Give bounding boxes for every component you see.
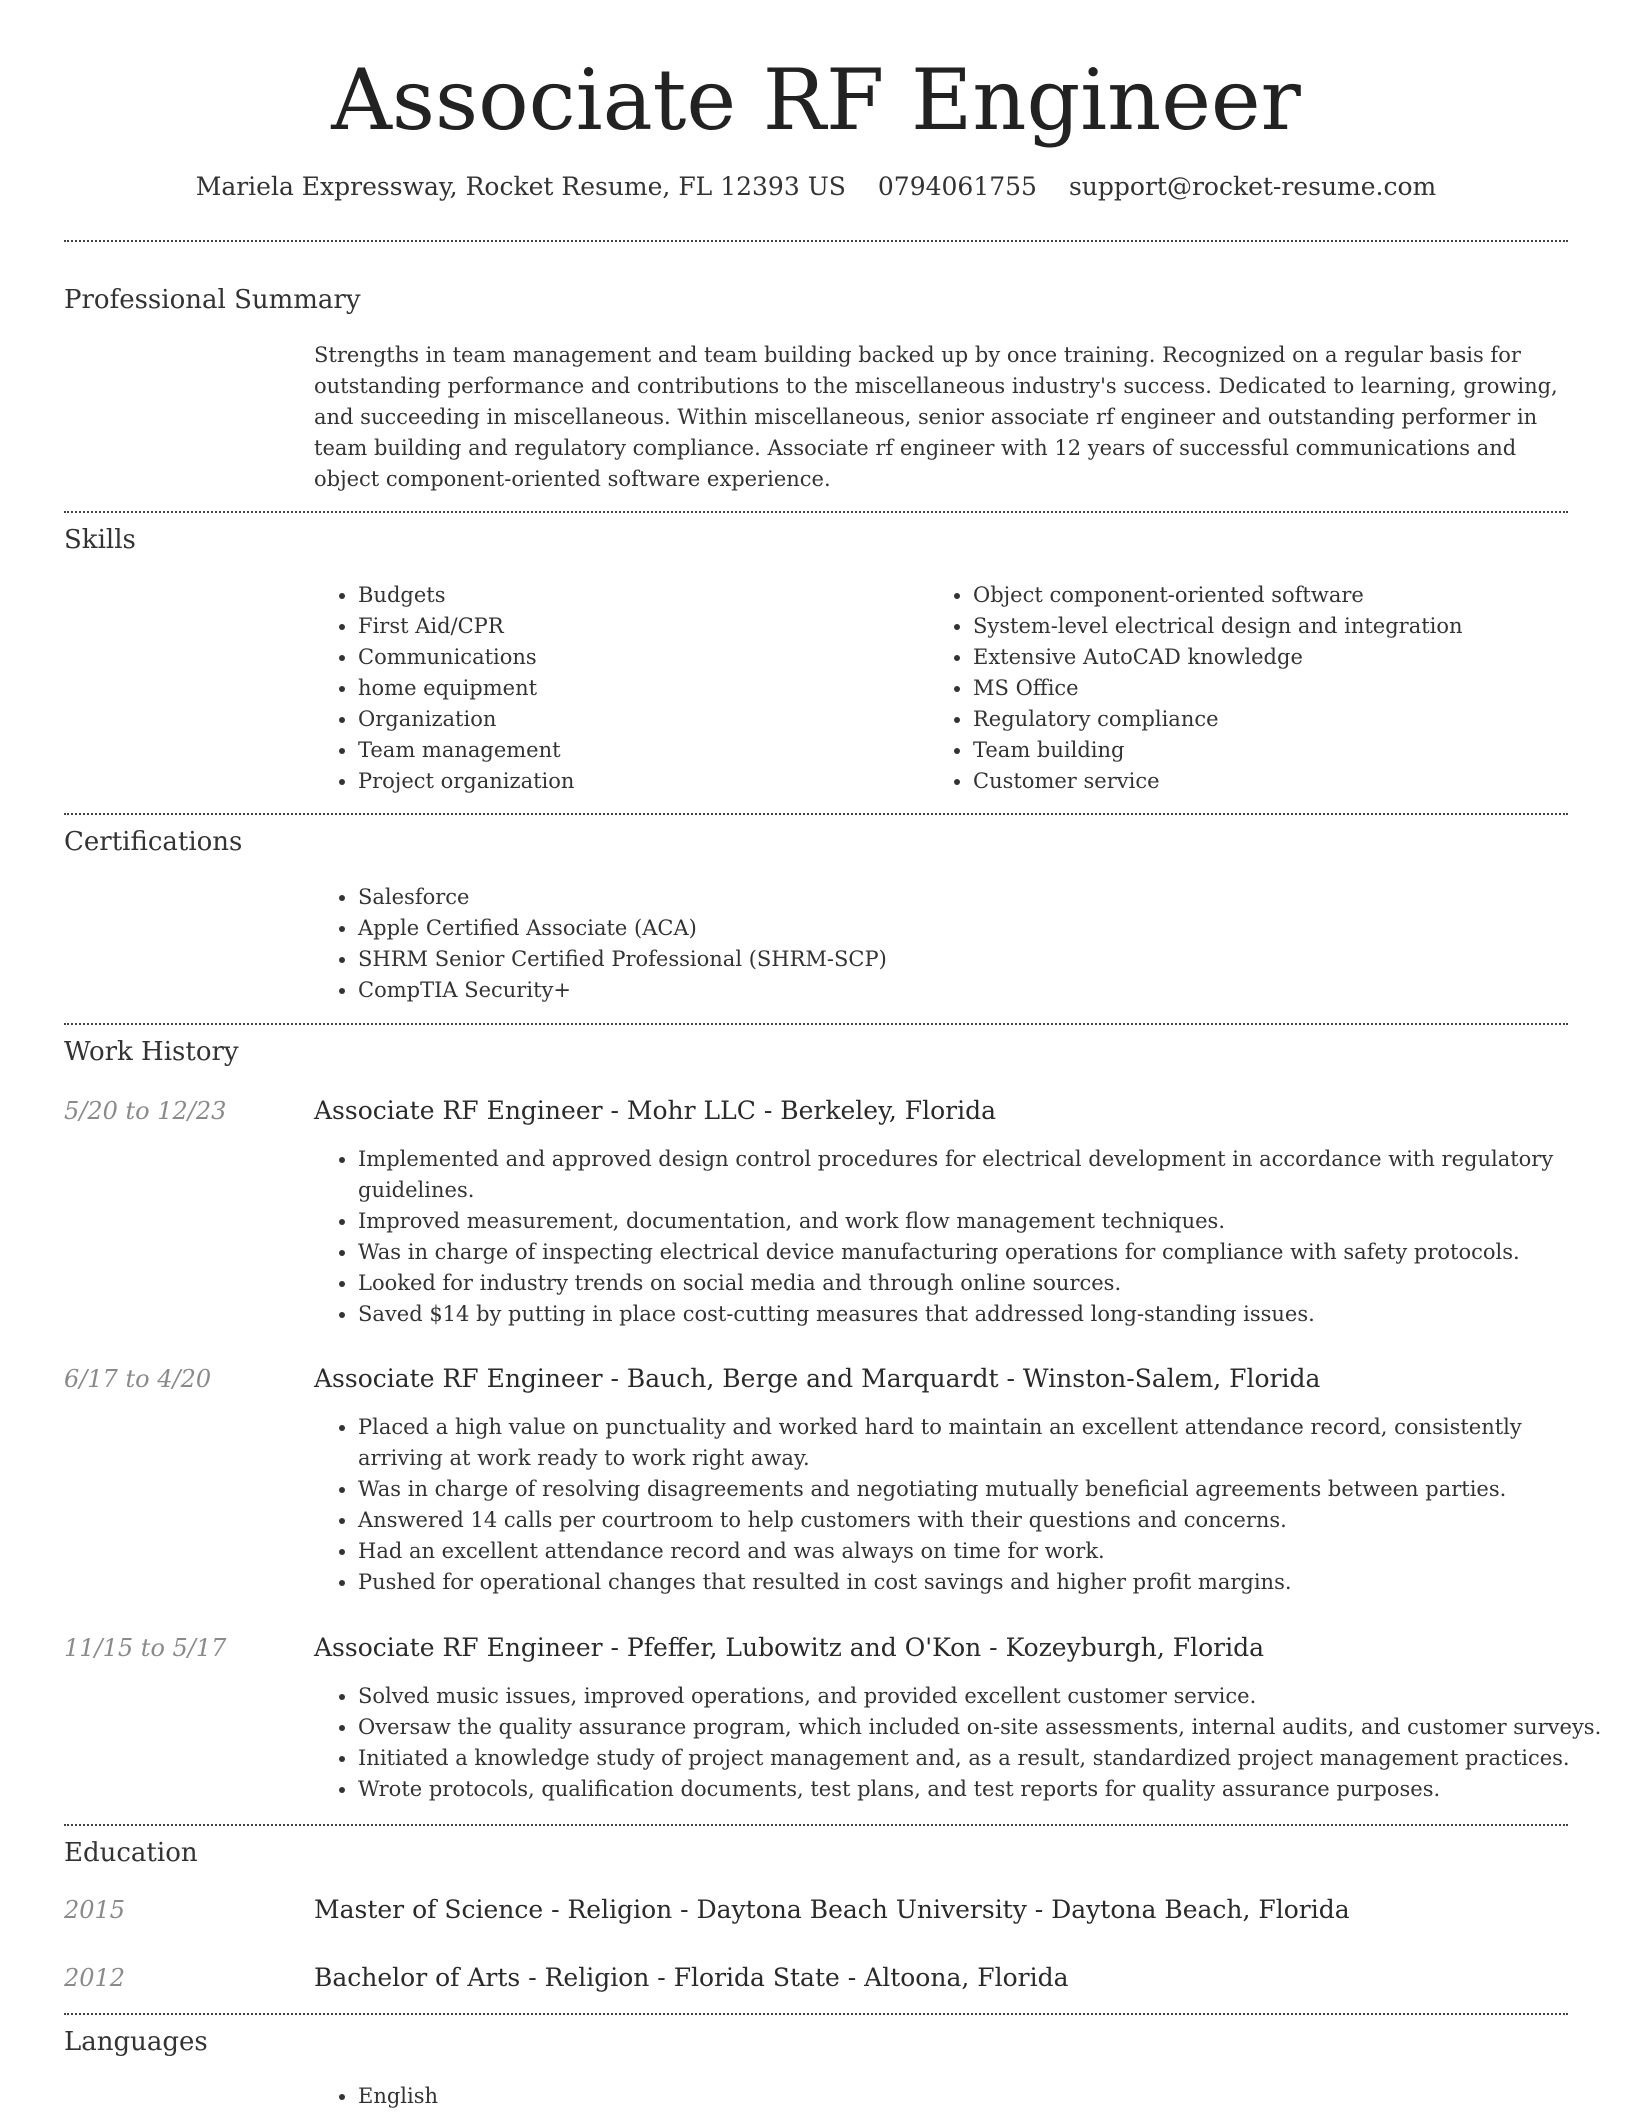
section-divider [64, 511, 1568, 513]
list-item: • System-level electrical design and integration [973, 611, 1613, 642]
list-item: • English [358, 2081, 958, 2112]
job-dates: 11/15 to 5/17 [64, 1634, 227, 1662]
job-dates: 5/20 to 12/23 [64, 1097, 227, 1125]
contact-email: support@rocket-resume.com [1068, 172, 1437, 201]
list-item: • CompTIA Security+ [358, 975, 1568, 1006]
list-item: • Wrote protocols, qualification documents, test plans, and test reports for quality assurance purposes. [358, 1774, 1612, 1805]
list-item: • Answered 14 calls per courtroom to help customers with their questions and concerns. [358, 1505, 1612, 1536]
languages-list [314, 2081, 958, 2112]
list-item: • Salesforce [358, 882, 1568, 913]
list-item: • First Aid/CPR [358, 611, 918, 642]
list-item: • Apple Certified Associate (ACA) [358, 913, 1568, 944]
list-item: • Communications [358, 642, 918, 673]
list-item: • Customer service [973, 766, 1613, 797]
section-divider [64, 813, 1568, 815]
list-item: • Solved music issues, improved operations, and provided excellent customer service. [358, 1681, 1612, 1712]
list-item: • Budgets [358, 580, 918, 611]
list-item: • Team building [973, 735, 1613, 766]
education-degree: Bachelor of Arts - Religion - Florida State - Altoona, Florida [314, 1963, 1069, 1992]
certifications-list [314, 882, 1568, 1006]
languages-heading: Languages [64, 2027, 208, 2057]
list-item: • Organization [358, 704, 918, 735]
list-item: • SHRM Senior Certified Professional (SHRM-SCP) [358, 944, 1568, 975]
contact-phone: 0794061755 [877, 172, 1037, 201]
job-title: Associate RF Engineer - Bauch, Berge and Marquardt - Winston-Salem, Florida [314, 1364, 1321, 1393]
list-item: • Was in charge of inspecting electrical device manufacturing operations for compliance with safety protocols. [358, 1237, 1612, 1268]
list-item: • MS Office [973, 673, 1613, 704]
list-item: • Extensive AutoCAD knowledge [973, 642, 1613, 673]
section-divider [64, 1824, 1568, 1826]
list-item: • Implemented and approved design control procedures for electrical development in accordance with regulatory guidelines. [358, 1144, 1612, 1206]
resume-name: Associate RF Engineer [331, 51, 1301, 149]
list-item: • Project organization [358, 766, 918, 797]
education-heading: Education [64, 1838, 198, 1868]
list-item: • Pushed for operational changes that resulted in cost savings and higher profit margins. [358, 1567, 1612, 1598]
education-year: 2015 [64, 1896, 126, 1924]
job-bullets [314, 1681, 1612, 1805]
job-bullets [314, 1144, 1612, 1330]
list-item: • Was in charge of resolving disagreements and negotiating mutually beneficial agreements between parties. [358, 1474, 1612, 1505]
list-item: • Oversaw the quality assurance program, which included on-site assessments, internal audits, and customer surveys. [358, 1712, 1612, 1743]
job-bullets [314, 1412, 1612, 1598]
skills-list-left [314, 580, 918, 797]
skills-list-right [929, 580, 1613, 797]
list-item: • Saved $14 by putting in place cost-cutting measures that addressed long-standing issues. [358, 1299, 1612, 1330]
education-degree: Master of Science - Religion - Daytona Beach University - Daytona Beach, Florida [314, 1895, 1350, 1924]
skills-heading: Skills [64, 525, 136, 555]
job-title: Associate RF Engineer - Mohr LLC - Berkeley, Florida [314, 1096, 997, 1125]
job-dates: 6/17 to 4/20 [64, 1365, 212, 1393]
section-divider [64, 1023, 1568, 1025]
list-item: • Team management [358, 735, 918, 766]
list-item: • Placed a high value on punctuality and worked hard to maintain an excellent attendance record, consistently arriving at work ready to work right away. [358, 1412, 1612, 1474]
work-history-heading: Work History [64, 1037, 239, 1067]
job-title: Associate RF Engineer - Pfeffer, Lubowitz and O'Kon - Kozeyburgh, Florida [314, 1633, 1265, 1662]
contact-line [0, 172, 1632, 202]
summary-text: Strengths in team management and team building backed up by once training. Recognized on a regular basis for outstanding performance and contributions to the miscellaneous industry's success. Dedicated to learning, growing, and succeeding in miscellaneous. Within miscellaneous, senior associate rf engineer and outstanding performer in team building and regulatory compliance. Associate rf engineer with 12 years of successful communications and object component-oriented software experience. [314, 343, 1558, 491]
list-item: • Object component-oriented software [973, 580, 1613, 611]
list-item: • home equipment [358, 673, 918, 704]
summary-heading: Professional Summary [64, 285, 361, 315]
list-item: • Had an excellent attendance record and was always on time for work. [358, 1536, 1612, 1567]
list-item: • Regulatory compliance [973, 704, 1613, 735]
list-item: • Initiated a knowledge study of project management and, as a result, standardized project management practices. [358, 1743, 1612, 1774]
contact-address: Mariela Expressway, Rocket Resume, FL 12393 US [195, 172, 846, 201]
section-divider [64, 2013, 1568, 2015]
list-item: • Improved measurement, documentation, and work flow management techniques. [358, 1206, 1612, 1237]
education-year: 2012 [64, 1964, 126, 1992]
list-item: • Looked for industry trends on social media and through online sources. [358, 1268, 1612, 1299]
certifications-heading: Certifications [64, 827, 243, 857]
section-divider [64, 240, 1568, 242]
